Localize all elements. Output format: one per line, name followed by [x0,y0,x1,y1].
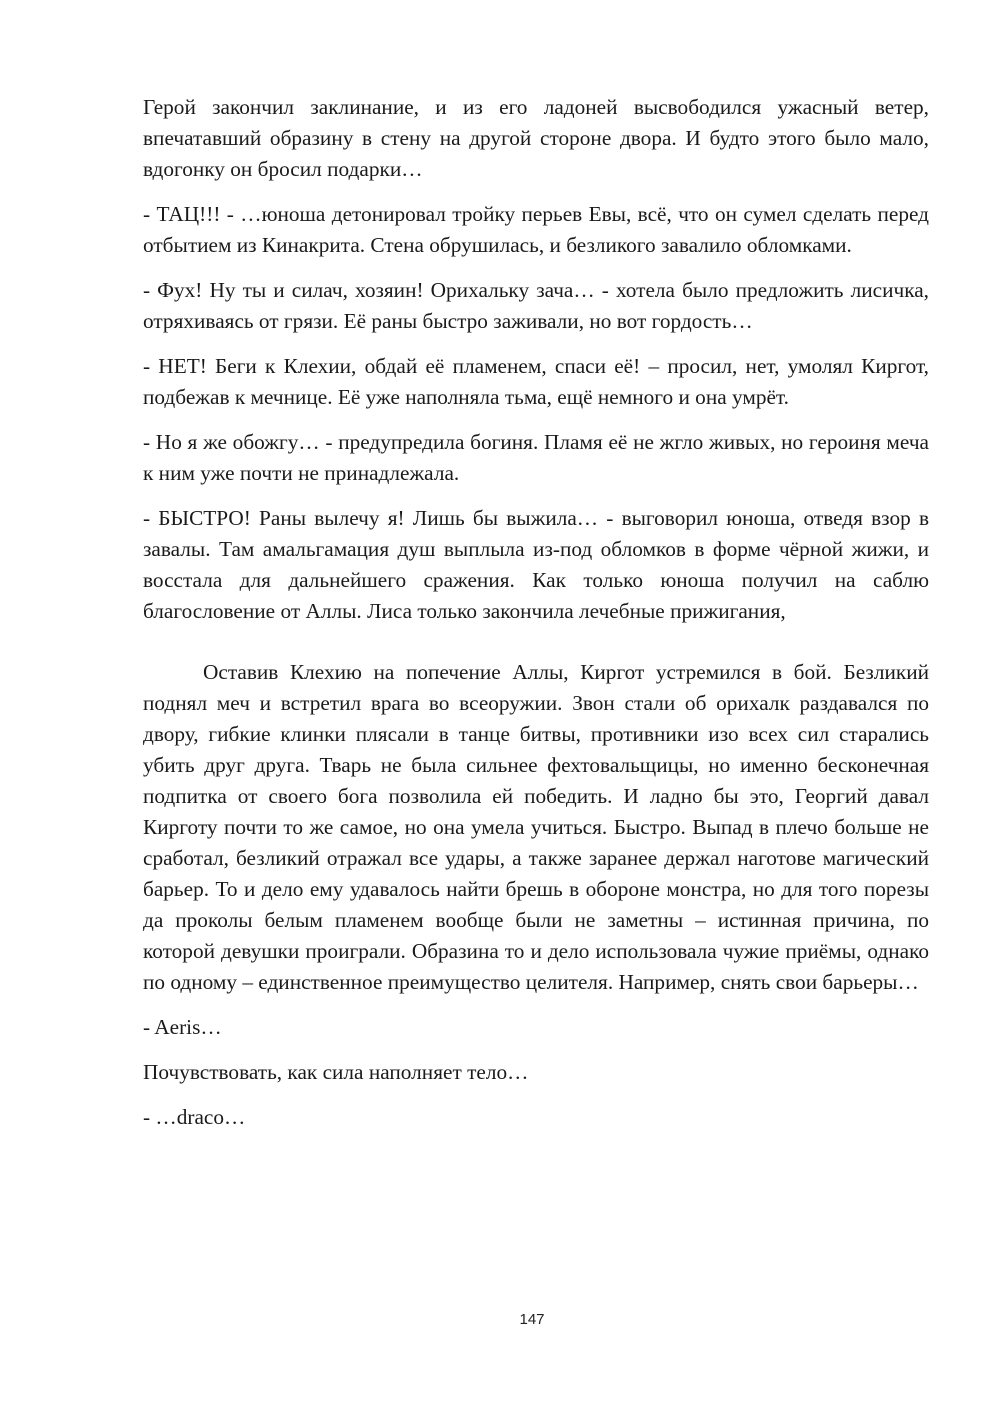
paragraph-aeris: - Aeris… [143,1015,222,1039]
page-number: 147 [519,1311,545,1328]
paragraph-battle: Оставив Клехию на попечение Аллы, Киргот устремился в бой. Безликий поднял меч и встретил врага во всеоружии. Звон стали об орихалк раздавался по двору, гибкие клинки плясали в танце битвы, противники изо всех сил старались убить друг друга. Тварь не была сильнее фехтовальщицы, но именно бесконечная подпитка от своего бога позволила ей победить. И ладно бы это, Георгий давал Кирготу почти то же самое, но она умела учиться. Быстро. Выпад в плечо больше не сработал, безликий отражал все удары, а также заранее держал наготове магический барьер. То и дело ему удавалось найти брешь в обороне монстра, но для того порезы да проколы белым пламенем вообще были не заметны – истинная причина, по которой девушки проиграли. Образина то и дело использовала чужие приёмы, однако по одному – единственное преимущество целителя. Например, снять свои барьеры… [143,660,929,994]
document-page [143,92,929,1133]
paragraph-feel-power: Почувствовать, как сила наполняет тело… [143,1060,529,1084]
paragraph-fox-remark: - Фух! Ну ты и силач, хозяин! Орихальку зача… - хотела было предложить лисичка, отряхиваясь от грязи. Её раны быстро заживали, но вот гордость… [143,278,929,333]
paragraph-save-klekhia: - НЕТ! Беги к Клехии, обдай её пламенем, спаси её! – просил, нет, умолял Киргот, подбежав к мечнице. Её уже наполняла тьма, ещё немного и она умрёт. [143,354,929,409]
paragraph-goddess-warning: - Но я же обожгу… - предупредила богиня. Пламя её не жгло живых, но героиня меча к ним уже почти не принадлежала. [143,430,929,485]
paragraph-quickly: - БЫСТРО! Раны вылечу я! Лишь бы выжила… - выговорил юноша, отведя взор в завалы. Там амальгамация душ выплыла из-под обломков в форме чёрной жижи, и восстала для дальнейшего сражения. Как только юноша получил на саблю благословение от Аллы. Лиса только закончила лечебные прижигания, [143,506,929,623]
paragraph-draco: - …draco… [143,1105,246,1129]
paragraph-hero-spell: Герой закончил заклинание, и из его ладоней высвободился ужасный ветер, впечатавший образину в стену на другой стороне двора. И будто этого было мало, вдогонку он бросил подарки… [143,95,929,181]
paragraph-tats-explosion: - ТАЦ!!! - …юноша детонировал тройку перьев Евы, всё, что он сумел сделать перед отбытием из Кинакрита. Стена обрушилась, и безликого завалило обломками. [143,202,929,257]
